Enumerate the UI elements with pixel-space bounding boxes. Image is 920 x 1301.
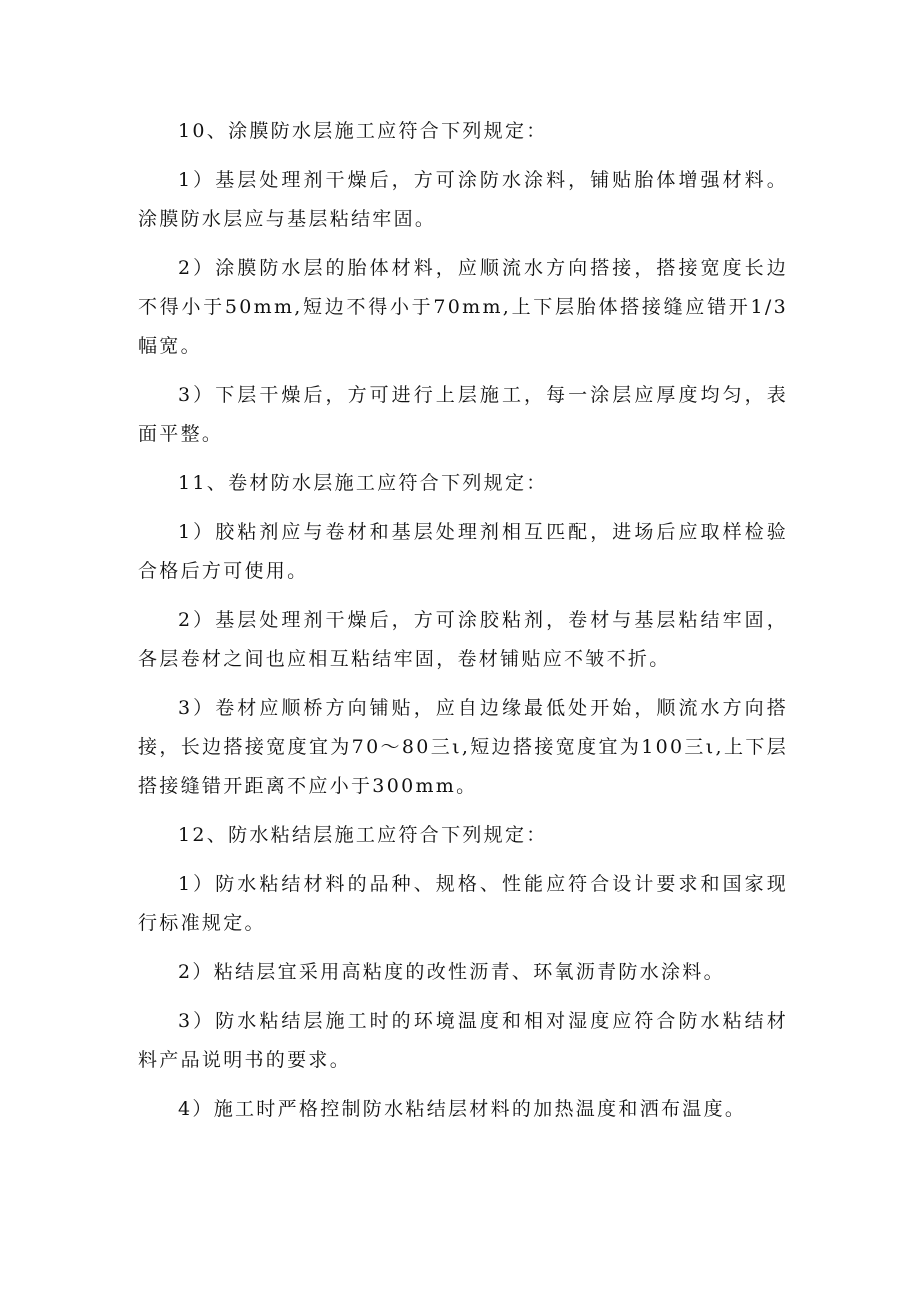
section-heading-12: 12、防水粘结层施工应符合下列规定：: [178, 824, 548, 846]
section-10-item-1: 1）基层处理剂干燥后，方可涂防水涂料，铺贴胎体增强材料。涂膜防水层应与基层粘结牢固。: [138, 169, 788, 230]
section-heading-10: 10、涂膜防水层施工应符合下列规定：: [178, 120, 548, 142]
document-body: [138, 112, 788, 1139]
section-heading-11: 11、卷材防水层施工应符合下列规定：: [178, 472, 548, 494]
section-11-item-3: 3）卷材应顺桥方向铺贴，应自边缘最低处开始，顺流水方向搭接，长边搭接宽度宜为70～80三ι,短边搭接宽度宜为100三ι,上下层搭接缝错开距离不应小于300mm。: [138, 697, 788, 797]
section-12-item-1: 1）防水粘结材料的品种、规格、性能应符合设计要求和国家现行标准规定。: [138, 873, 788, 934]
section-10-item-2: 2）涂膜防水层的胎体材料，应顺流水方向搭接，搭接宽度长边不得小于50mm,短边不得小于70mm,上下层胎体搭接缝应错开1/3幅宽。: [138, 257, 788, 357]
section-12-item-3: 3）防水粘结层施工时的环境温度和相对湿度应符合防水粘结材料产品说明书的要求。: [138, 1010, 788, 1071]
section-12-item-4: 4）施工时严格控制防水粘结层材料的加热温度和洒布温度。: [178, 1098, 747, 1120]
section-12-item-2: 2）粘结层宜采用高粘度的改性沥青、环氧沥青防水涂料。: [178, 961, 725, 983]
section-11-item-2: 2）基层处理剂干燥后，方可涂胶粘剂，卷材与基层粘结牢固，各层卷材之间也应相互粘结牢固，卷材铺贴应不皱不折。: [138, 609, 788, 670]
section-11-item-1: 1）胶粘剂应与卷材和基层处理剂相互匹配，进场后应取样检验合格后方可使用。: [138, 521, 788, 582]
section-10-item-3: 3）下层干燥后，方可进行上层施工，每一涂层应厚度均匀，表面平整。: [138, 384, 788, 445]
